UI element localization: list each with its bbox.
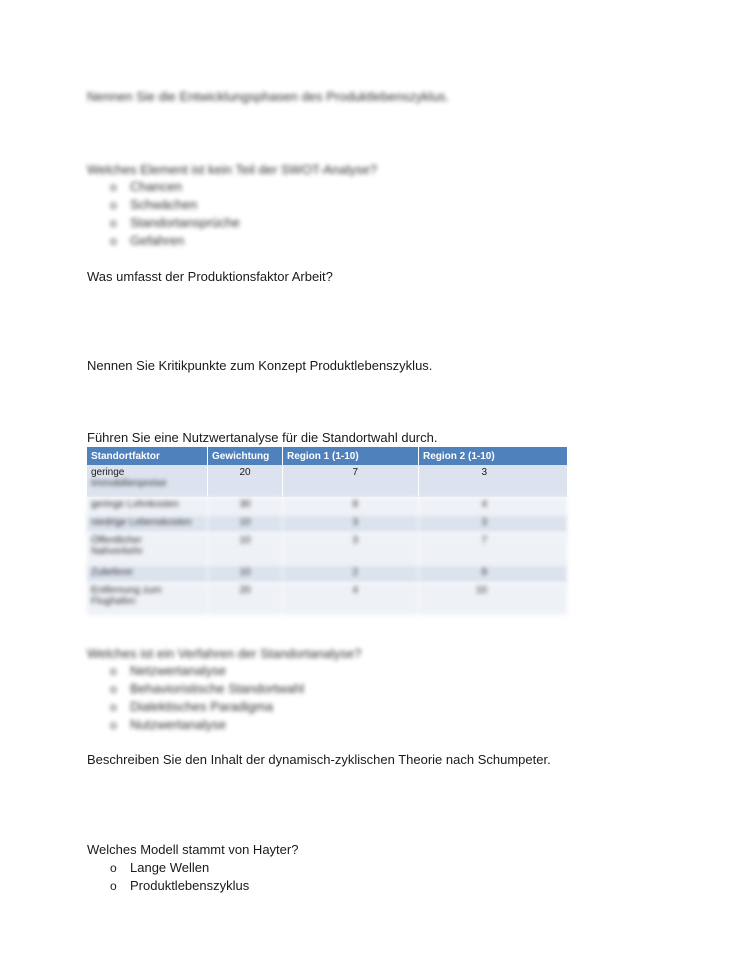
option-label: Dialektisches Paradigma — [130, 699, 274, 714]
option-item — [110, 214, 240, 232]
region-2-cell: 8 — [419, 565, 568, 583]
weight-cell: 10 — [208, 565, 283, 583]
bullet-icon: o — [110, 879, 117, 893]
bullet-icon: o — [110, 682, 117, 696]
question-8: Welches Modell stammt von Hayter? — [87, 842, 299, 857]
option-label: Nutzwertanalyse — [130, 717, 227, 732]
region-1-cell: 4 — [283, 583, 419, 615]
option-item — [110, 662, 304, 680]
bullet-icon: o — [110, 718, 117, 732]
bullet-icon: o — [110, 180, 117, 194]
question-2-options — [110, 178, 240, 250]
column-header-factor: Standortfaktor — [87, 447, 208, 465]
option-label: Chancen — [130, 179, 183, 194]
option-label: Standortansprüche — [130, 215, 240, 230]
region-1-cell: 8 — [283, 497, 419, 515]
bullet-icon: o — [110, 234, 117, 248]
option-label: Schwächen — [130, 197, 198, 212]
option-item — [110, 680, 304, 698]
region-1-cell: 3 — [283, 515, 419, 533]
bullet-icon: o — [110, 861, 117, 875]
option-item — [110, 232, 240, 250]
question-7: Beschreiben Sie den Inhalt der dynamisch-zyklischen Theorie nach Schumpeter. — [87, 752, 551, 767]
question-2: Welches Element ist kein Teil der SWOT-Analyse? — [87, 162, 377, 177]
question-1: Nennen Sie die Entwicklungsphasen des Produktlebenszyklus. — [87, 89, 450, 104]
question-6: Welches ist ein Verfahren der Standortanalyse? — [87, 646, 362, 661]
option-label: Gefahren — [130, 233, 185, 248]
column-header-region-1: Region 1 (1-10) — [283, 447, 419, 465]
weight-cell: 10 — [208, 533, 283, 565]
factor-cell: geringe Immobilienpreise — [87, 465, 208, 497]
bullet-icon: o — [110, 664, 117, 678]
option-label: Netzwertanalyse — [130, 663, 227, 678]
region-1-cell: 7 — [283, 465, 419, 497]
factor-cell: geringe Lohnkosten — [87, 497, 208, 515]
column-header-region-2: Region 2 (1-10) — [419, 447, 568, 465]
region-2-cell: 3 — [419, 465, 568, 497]
region-2-cell: 3 — [419, 515, 568, 533]
region-1-cell: 3 — [283, 533, 419, 565]
region-2-cell: 10 — [419, 583, 568, 615]
question-8-options — [110, 859, 249, 895]
utility-analysis-table — [87, 447, 568, 615]
table-row — [87, 497, 568, 515]
table-row — [87, 565, 568, 583]
question-4: Nennen Sie Kritikpunkte zum Konzept Produktlebenszyklus. — [87, 358, 433, 373]
region-2-cell: 4 — [419, 497, 568, 515]
region-2-cell: 7 — [419, 533, 568, 565]
factor-cell: niedrige Lebenskosten — [87, 515, 208, 533]
weight-cell: 20 — [208, 583, 283, 615]
table-header-row — [87, 447, 568, 465]
column-header-weight: Gewichtung — [208, 447, 283, 465]
option-label: Behavioristische Standortwahl — [130, 681, 305, 696]
bullet-icon: o — [110, 700, 117, 714]
table-row — [87, 515, 568, 533]
option-item — [110, 178, 240, 196]
factor-cell: Zulieferer — [87, 565, 208, 583]
bullet-icon: o — [110, 216, 117, 230]
option-item — [110, 716, 304, 734]
option-item — [110, 859, 249, 877]
table-row — [87, 533, 568, 565]
bullet-icon: o — [110, 198, 117, 212]
option-label: Produktlebenszyklus — [130, 878, 250, 893]
region-1-cell: 2 — [283, 565, 419, 583]
factor-cell: Öffentlicher Nahverkehr — [87, 533, 208, 565]
option-item — [110, 877, 249, 895]
table-row — [87, 465, 568, 497]
option-item — [110, 196, 240, 214]
weight-cell: 10 — [208, 515, 283, 533]
option-label: Lange Wellen — [130, 860, 210, 875]
table-row — [87, 583, 568, 615]
question-3: Was umfasst der Produktionsfaktor Arbeit? — [87, 269, 333, 284]
question-6-options — [110, 662, 304, 734]
option-item — [110, 698, 304, 716]
factor-cell: Entfernung zum Flughafen — [87, 583, 208, 615]
question-5: Führen Sie eine Nutzwertanalyse für die Standortwahl durch. — [87, 430, 438, 445]
weight-cell: 20 — [208, 465, 283, 497]
weight-cell: 30 — [208, 497, 283, 515]
